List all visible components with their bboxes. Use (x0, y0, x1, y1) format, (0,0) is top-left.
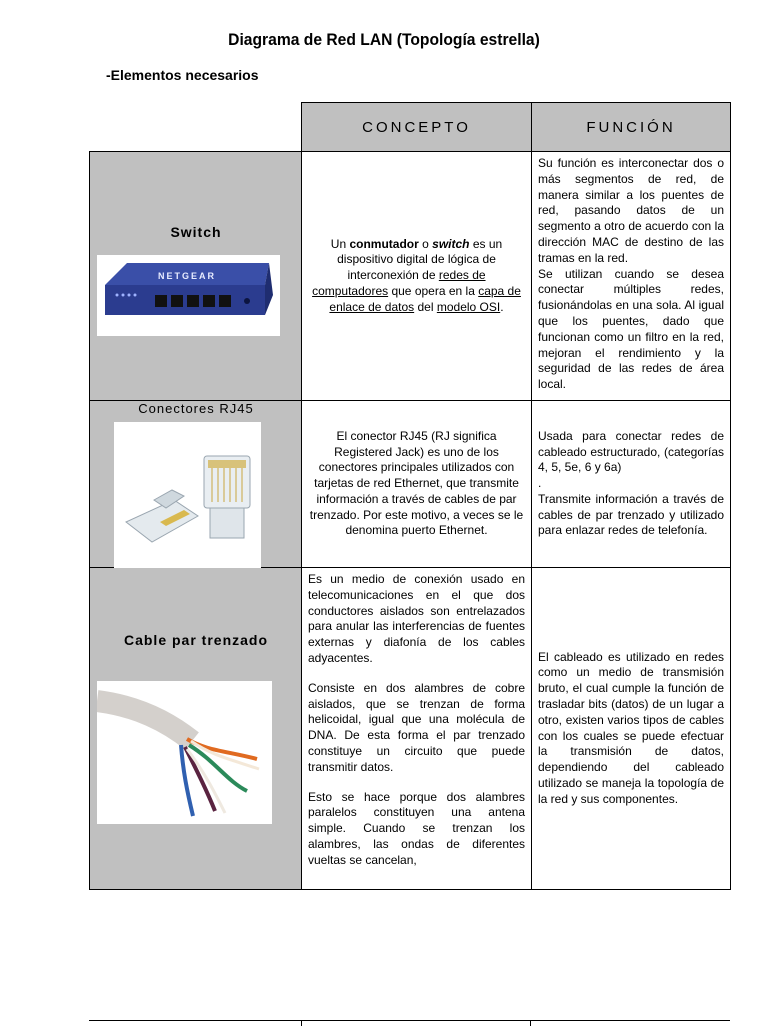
twisted-pair-image (97, 681, 272, 824)
empty-header-cell (90, 103, 302, 152)
next-table-top-border (89, 1020, 730, 1021)
table-row (90, 568, 731, 890)
cable-function: El cableado es utilizado en redes como un medio de transmisión bruto, el cual cumple la función de trasladar bits (datos) de un lugar a otro, existen varios tipos de cables con los cuales se puede efectuar la transmisión de datos, dependiendo del cableado utilizado se maneja la topología de la red y sus componentes. (532, 568, 731, 890)
rj45-function: Usada para conectar redes de cableado estructurado, (categorías 4, 5, 5e, 6 y 6a) . Transmite información a través de cables de par trenzado y utilizado para enlazar redes de telefonía. (532, 401, 731, 568)
cable-concept: Es un medio de conexión usado en telecomunicaciones en el que dos conductores aislados son entrelazados para anular las interferencias de fuentes externas y diafonía de los cables adyacentes. Consiste en dos alambres de cobre aislados, que se trenzan de forma helicoidal, igual que una molécula de DNA. De esta forma el par trenzado constituye un circuito que puede transmitir datos. Esto se hace porque dos alambres paralelos constituyen una antena simple. Cuando se trenzan los alambres, las ondas de diferentes vueltas se cancelan, (302, 568, 532, 890)
row-label: Cable par trenzado (123, 632, 269, 648)
section-subtitle: -Elementos necesarios (106, 67, 259, 83)
header-function: FUNCIÓN (532, 103, 731, 152)
next-table-divider (530, 1020, 531, 1026)
rj45-image (114, 422, 261, 568)
switch-image (97, 255, 280, 336)
table-row (90, 401, 731, 568)
switch-brand-label: NETGEAR (157, 271, 217, 281)
switch-concept: Un conmutador o switch es un dispositivo digital de lógica de interconexión de redes de computadores que opera en la capa de enlace de datos del modelo OSI. (302, 152, 532, 401)
elements-table (89, 102, 731, 890)
header-concept: CONCEPTO (302, 103, 532, 152)
next-table-divider (301, 1020, 302, 1026)
row-label: Switch (170, 224, 222, 240)
switch-function: Su función es interconectar dos o más segmentos de red, de manera similar a los puentes de red, pasando datos de un segmento a otro de acuerdo con la dirección MAC de destino de las tramas en la red. Se utilizan cuando se desea conectar múltiples redes, fusionándolas en una sola. Al igual que los puentes, dado que funcionan como un filtro en la red, mejoran el rendimiento y la seguridad de las redes de área local. (532, 152, 731, 401)
twisted-pair-cable-icon (97, 681, 272, 824)
network-switch-icon (97, 255, 280, 336)
table-row (90, 152, 731, 401)
rj45-connector-icon (114, 422, 261, 568)
row-label-cell (90, 152, 302, 401)
row-label-cell (90, 568, 302, 890)
row-label: Conectores RJ45 (138, 401, 254, 416)
rj45-concept: El conector RJ45 (RJ significa Registered Jack) es uno de los conectores principales utilizados con tarjetas de red Ethernet, que transmite información a través de cables de par trenzado. Por este motivo, a veces se le denomina puerto Ethernet. (302, 401, 532, 568)
row-label-cell (90, 401, 302, 568)
document-title: Diagrama de Red LAN (Topología estrella) (228, 30, 540, 49)
